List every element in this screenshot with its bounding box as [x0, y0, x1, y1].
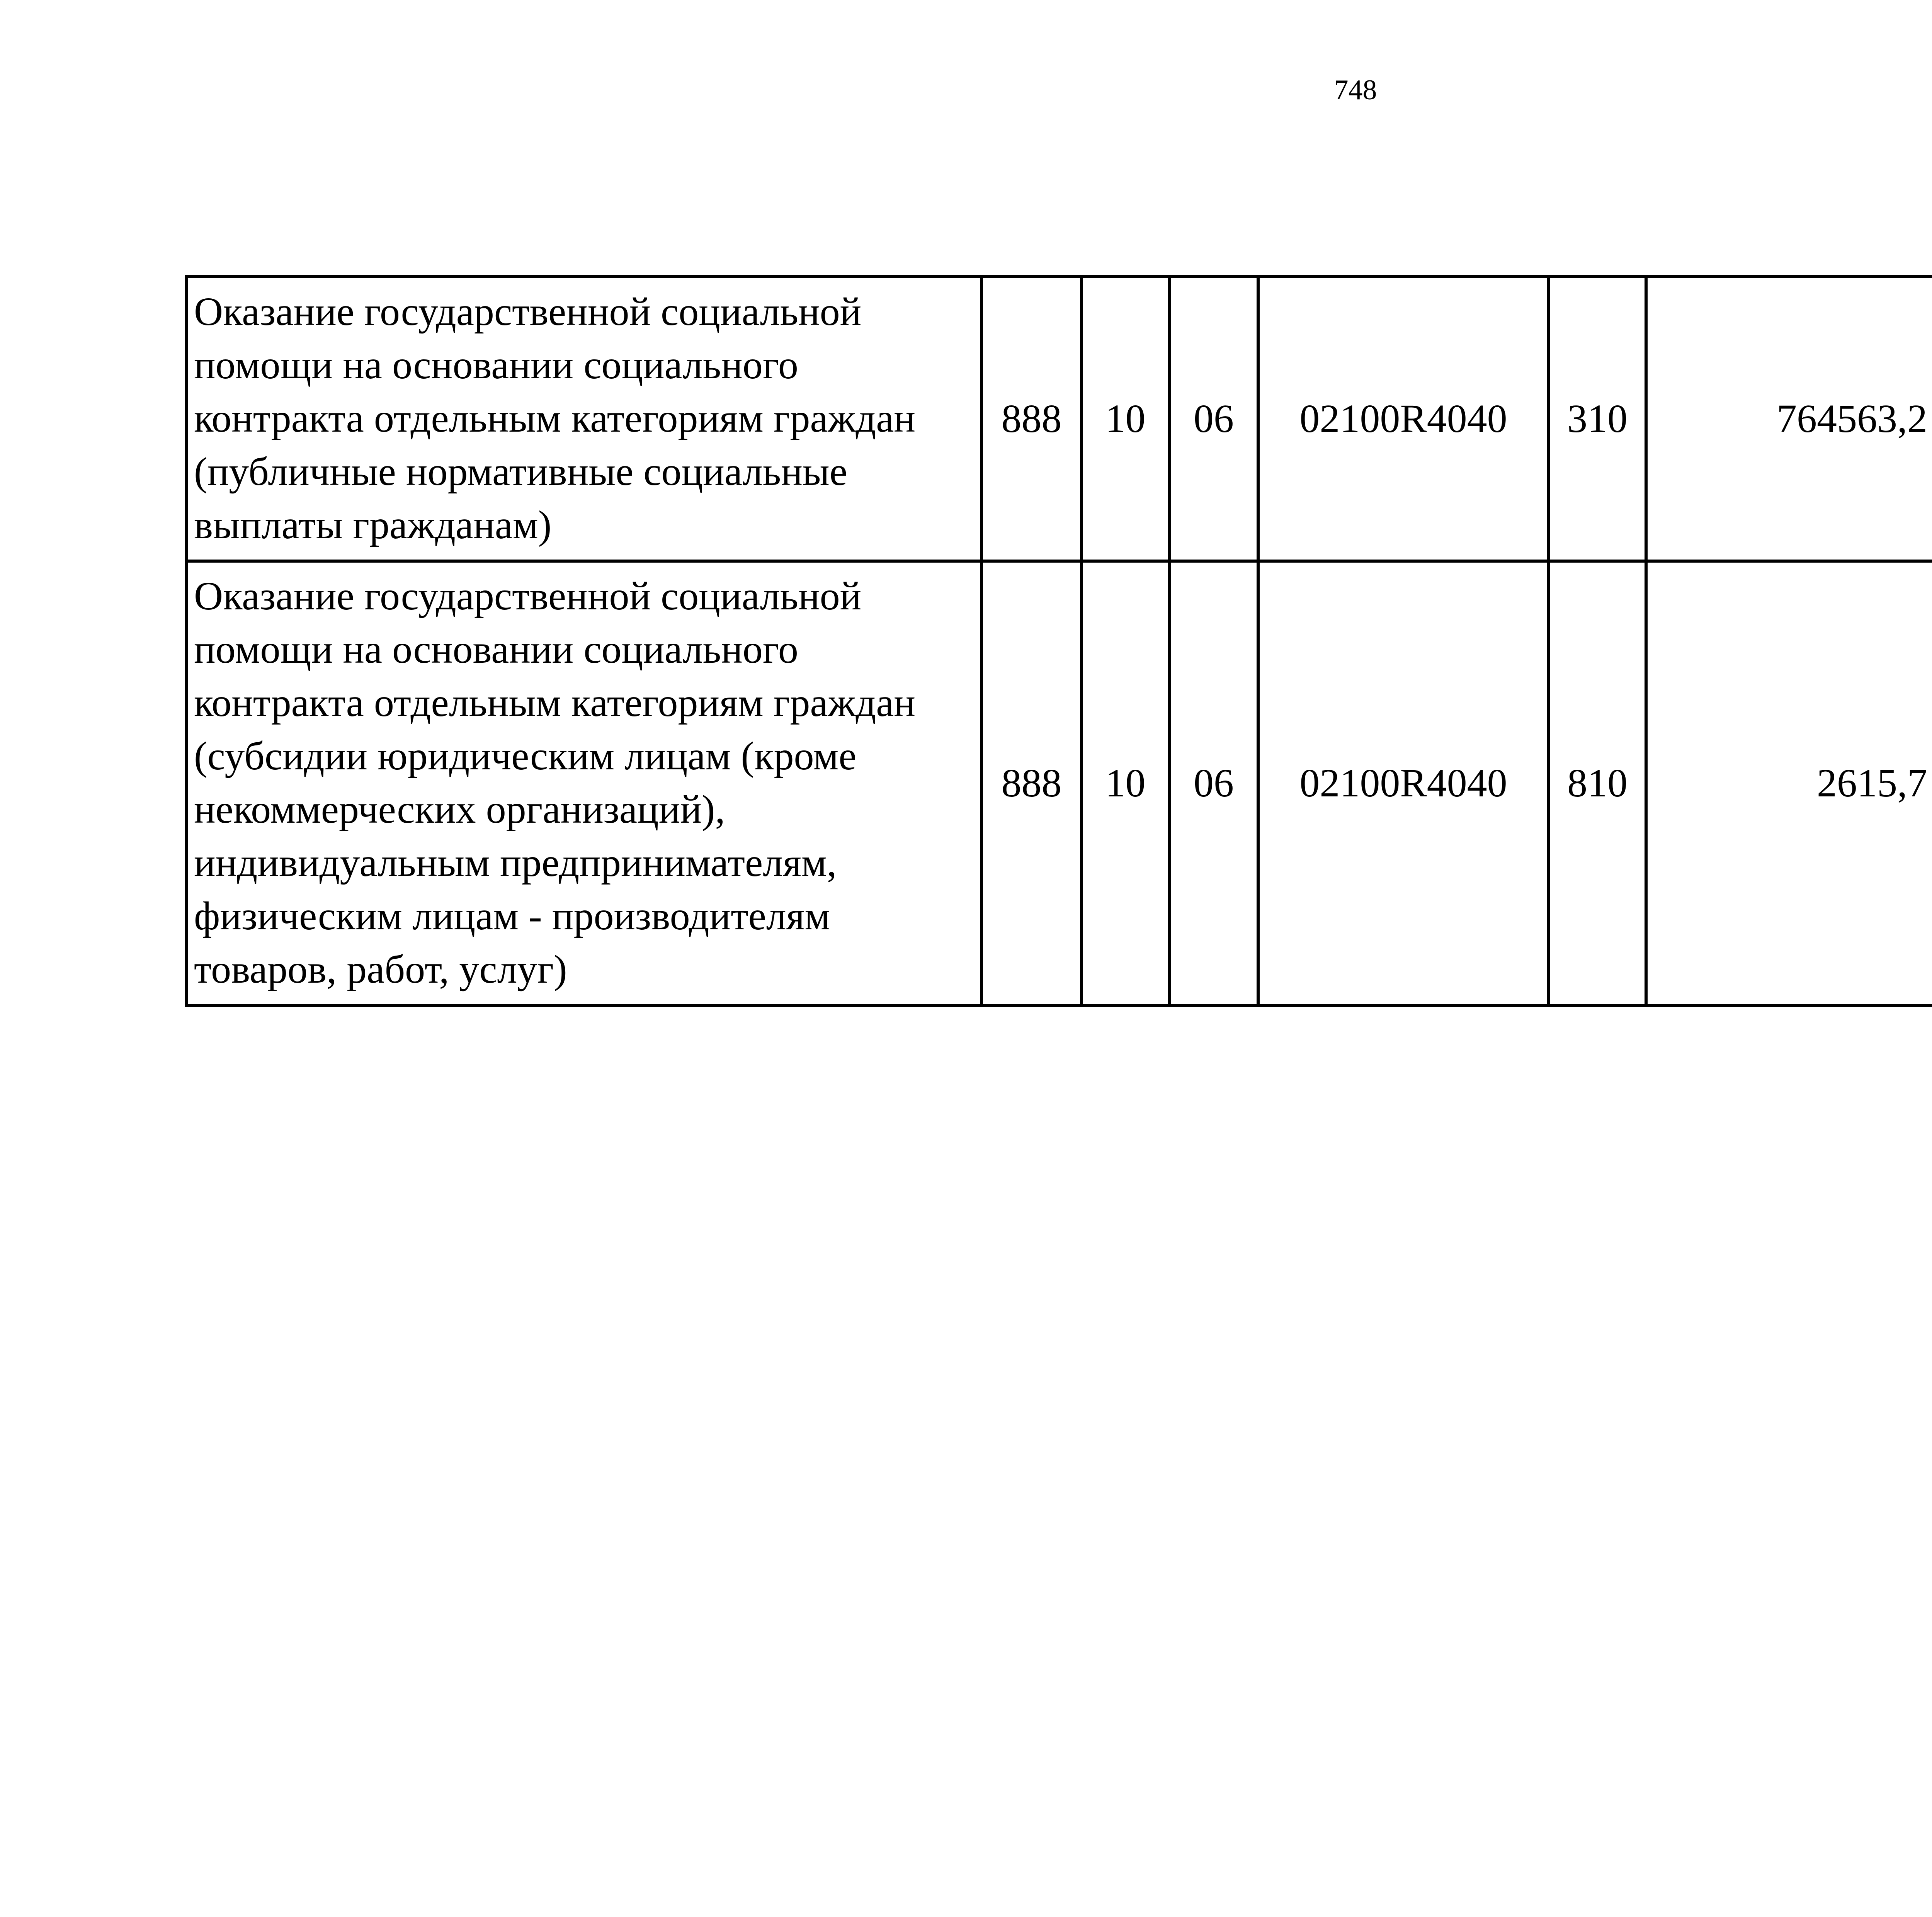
expense-type-code: 810 [1549, 561, 1646, 1005]
amount-1: 2615,7 [1646, 561, 1932, 1005]
table-row [186, 277, 1932, 561]
section-code: 10 [1082, 277, 1169, 561]
ministry-code: 888 [981, 277, 1082, 561]
subsection-code: 06 [1169, 561, 1258, 1005]
ministry-code: 888 [981, 561, 1082, 1005]
target-article-code: 02100R4040 [1258, 277, 1549, 561]
section-code: 10 [1082, 561, 1169, 1005]
amount-1: 764563,2 [1646, 277, 1932, 561]
page-number: 748 [1334, 74, 1377, 106]
table-row [186, 561, 1932, 1005]
expense-type-code: 310 [1549, 277, 1646, 561]
budget-table [185, 275, 1932, 1007]
subsection-code: 06 [1169, 277, 1258, 561]
row-description: Оказание государственной социальной помощи на основании социального контракта отдельным категориям граждан (публичные нормативные социальные выплаты гражданам) [186, 277, 981, 561]
target-article-code: 02100R4040 [1258, 561, 1549, 1005]
row-description: Оказание государственной социальной помощи на основании социального контракта отдельным категориям граждан (субсидии юридическим лицам (кроме некоммерческих организаций), индивидуальным предпринимателям, физическим лицам - производителям товаров, работ, услуг) [186, 561, 981, 1005]
